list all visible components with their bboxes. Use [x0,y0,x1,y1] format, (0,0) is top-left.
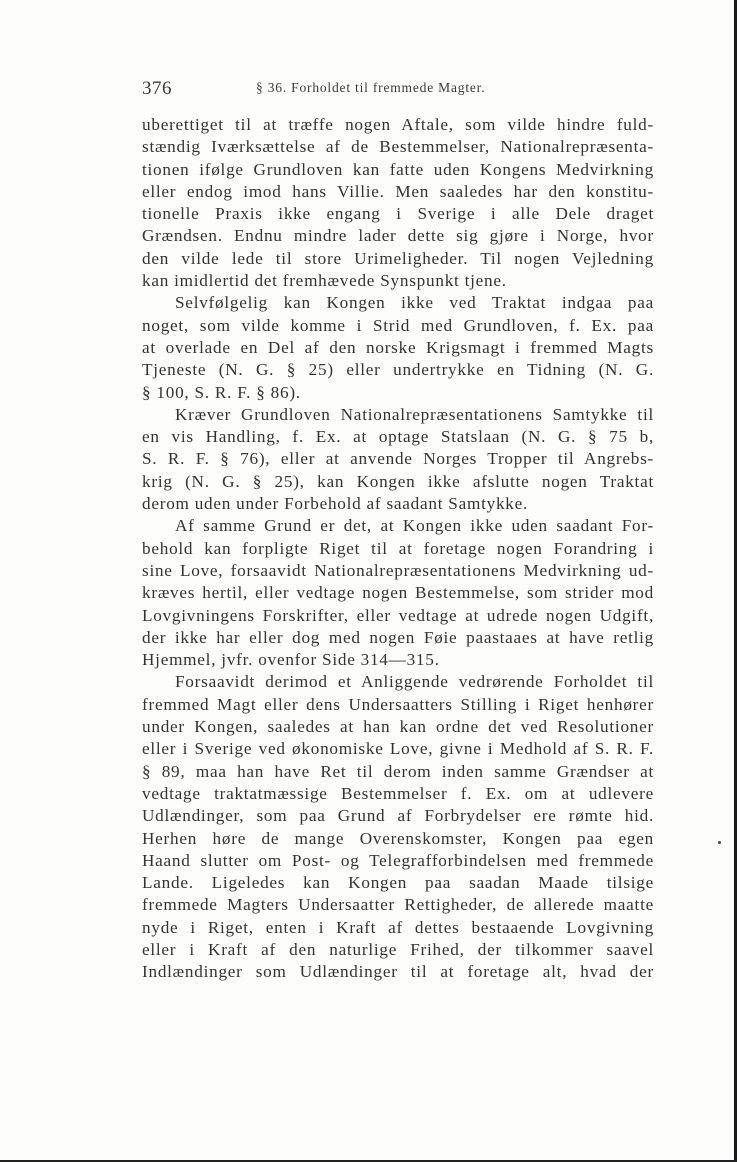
page-number: 376 [142,78,172,99]
running-head: § 36. Forholdet til fremmede Magter. [256,80,486,95]
text-line: Kræver Grundloven Nationalrepræsentationens Samtykke til [175,404,654,424]
text-line: eller i Sverige ved økonomiske Love, givne i Medhold af S. R. F. [142,739,654,759]
text-line: noget, som vilde komme i Strid med Grundloven, f. Ex. paa [142,315,654,335]
body-text [142,114,654,984]
text-line: der ikke har eller dog med nogen Føie paastaaes at have retlig [142,627,654,647]
text-line: § 89, maa han have Ret til derom inden samme Grændser at [142,761,654,781]
text-line: eller i Kraft af den naturlige Frihed, der tilkommer saavel [142,939,654,959]
text-line: tionelle Praxis ikke engang i Sverige i alle Dele draget [142,204,654,224]
text-line: tionen ifølge Grundloven kan fatte uden Kongens Medvirkning [142,159,654,179]
text-line: Lovgivningens Forskrifter, eller vedtage at udrede nogen Udgift, [142,605,654,625]
text-line: den vilde lede til store Urimeligheder. Til nogen Vejledning [142,248,654,268]
text-line: kræves hertil, eller vedtage nogen Bestemmelse, som strider mod [142,583,654,603]
text-line: fremmed Magt eller dens Undersaatters Stilling i Riget henhører [142,694,654,714]
text-line: uberettiget til at træffe nogen Aftale, som vilde hindre fuld- [142,115,654,134]
page-header [142,78,652,102]
text-line: fremmede Magters Undersaatter Rettigheder, de allerede maatte [142,895,654,915]
text-line: sine Love, forsaavidt Nationalrepræsentationens Medvirkning ud- [142,560,654,580]
text-line: vedtage traktatmæssige Bestemmelser f. Ex. om at udlevere [142,783,654,803]
text-line: krig (N. G. § 25), kan Kongen ikke afslutte nogen Traktat [142,471,654,491]
text-line: Hjemmel, jvfr. ovenfor Side 314—315. [142,650,440,670]
text-line: derom uden under Forbehold af saadant Samtykke. [142,494,529,514]
text-line: Forsaavidt derimod et Anliggende vedrørende Forholdet til [175,672,654,692]
text-line: Indlændinger som Udlændinger til at foretage alt, hvad der [142,962,654,982]
text-line: Af samme Grund er det, at Kongen ikke uden saadant For- [175,516,654,536]
text-line: behold kan forpligte Riget til at foretage nogen Forandring i [142,538,654,558]
text-line: § 100, S. R. F. § 86). [142,382,301,402]
text-line: Haand slutter om Post- og Telegrafforbindelsen med fremmede [142,850,654,870]
text-line: Herhen høre de mange Overenskomster, Kongen paa egen [142,828,654,848]
text-line: stændig Iværksættelse af de Bestemmelser, Nationalrepræsenta- [142,137,654,157]
text-line: under Kongen, saaledes at han kan ordne det ved Resolutioner [142,717,654,737]
text-line: Udlændinger, som paa Grund af Forbrydelser ere rømte hid. [142,806,654,826]
text-line: at overlade en Del af den norske Krigsmagt i fremmed Magts [142,337,654,357]
text-line: eller endog imod hans Villie. Men saaledes har den konstitu- [142,181,654,201]
scan-speck [718,841,721,844]
text-line: Lande. Ligeledes kan Kongen paa saadan Maade tilsige [142,873,654,893]
text-line: en vis Handling, f. Ex. at optage Statslaan (N. G. § 75 b, [142,427,654,447]
text-line: Tjeneste (N. G. § 25) eller undertrykke en Tidning (N. G. [142,360,654,380]
text-line: kan imidlertid det fremhævede Synspunkt tjene. [142,271,507,291]
text-line: nyde i Riget, enten i Kraft af dettes bestaaende Lovgivning [142,917,654,937]
text-line: Grændsen. Endnu mindre lader dette sig gjøre i Norge, hvor [142,226,654,246]
text-line: Selvfølgelig kan Kongen ikke ved Traktat indgaa paa [175,293,654,313]
text-line: S. R. F. § 76), eller at anvende Norges Tropper til Angrebs- [142,449,654,469]
